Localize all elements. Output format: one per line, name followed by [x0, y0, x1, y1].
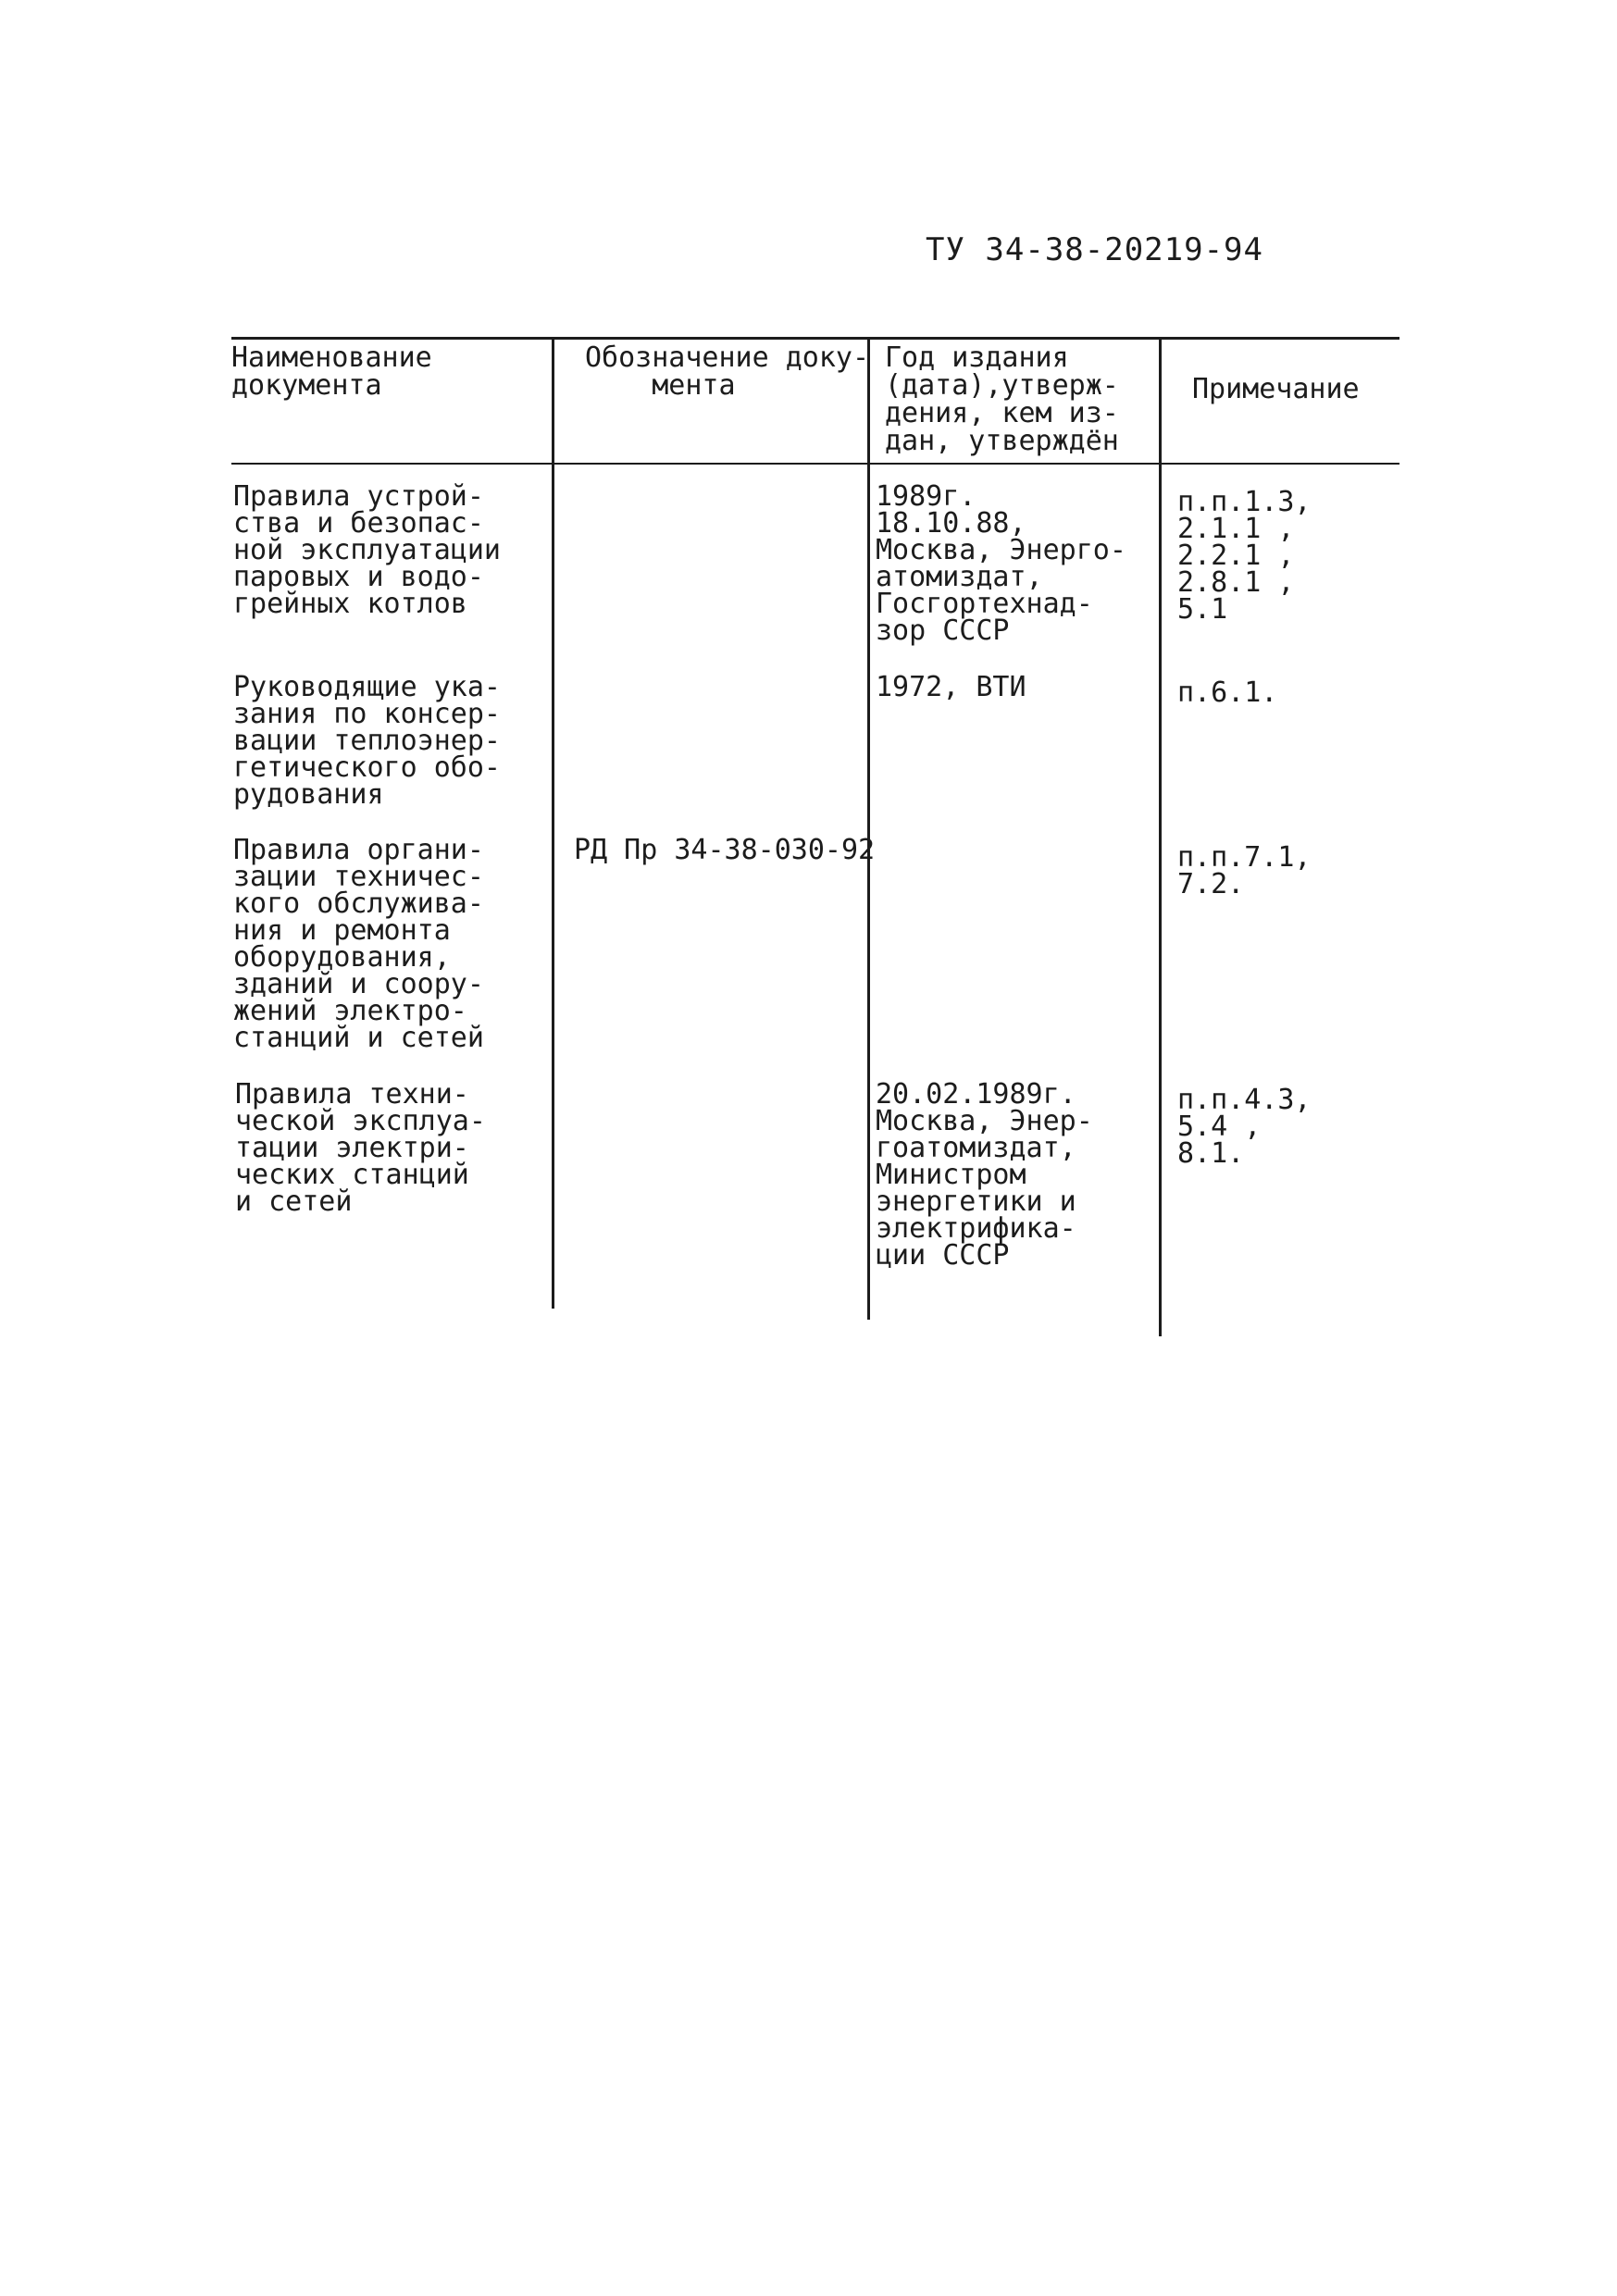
- column-header-year: Год издания (дата),утверж- дения, кем из- дан, утверждён: [885, 341, 1119, 457]
- table-header-rule: [231, 463, 1399, 465]
- row-4-name: Правила техни- ческой эксплуа- тации электри- ческих станций и сетей: [235, 1078, 486, 1218]
- row-1-name: Правила устрой- ства и безопас- ной эксплуатации паровых и водо- грейных котлов: [233, 480, 501, 620]
- row-4-note: п.п.4.3, 5.4 , 8.1.: [1177, 1084, 1312, 1170]
- row-2-year: 1972, ВТИ: [876, 671, 1026, 703]
- row-1-year: 1989г. 18.10.88, Москва, Энерго- атомиздат, Госгортехнад- зор СССР: [876, 480, 1126, 647]
- row-3-note: п.п.7.1, 7.2.: [1177, 841, 1312, 900]
- row-3-designation: РД Пр 34-38-030-92: [574, 834, 876, 866]
- row-3-name: Правила органи- зации техничес- кого обслужива- ния и ремонта оборудования, зданий и соору- жений электро- станций и сетей: [233, 834, 484, 1054]
- column-header-note: Примечание: [1192, 373, 1360, 405]
- column-divider-1: [552, 337, 554, 1309]
- column-header-designation: Обозначение доку- мента: [585, 341, 870, 402]
- column-divider-3: [1159, 337, 1162, 1336]
- row-2-note: п.6.1.: [1177, 676, 1278, 709]
- document-code: ТУ 34-38-20219-94: [926, 231, 1263, 268]
- column-divider-2: [867, 337, 870, 1320]
- table-top-rule: [231, 337, 1399, 340]
- row-4-year: 20.02.1989г. Москва, Энер- гоатомиздат, Министром энергетики и электрифика- ции СССР: [876, 1078, 1093, 1272]
- column-header-name: Наименование документа: [231, 341, 432, 402]
- row-1-note: п.п.1.3, 2.1.1 , 2.2.1 , 2.8.1 , 5.1: [1177, 486, 1312, 626]
- row-2-name: Руководящие ука- зания по консер- вации теплоэнер- гетического обо- рудования: [233, 671, 501, 811]
